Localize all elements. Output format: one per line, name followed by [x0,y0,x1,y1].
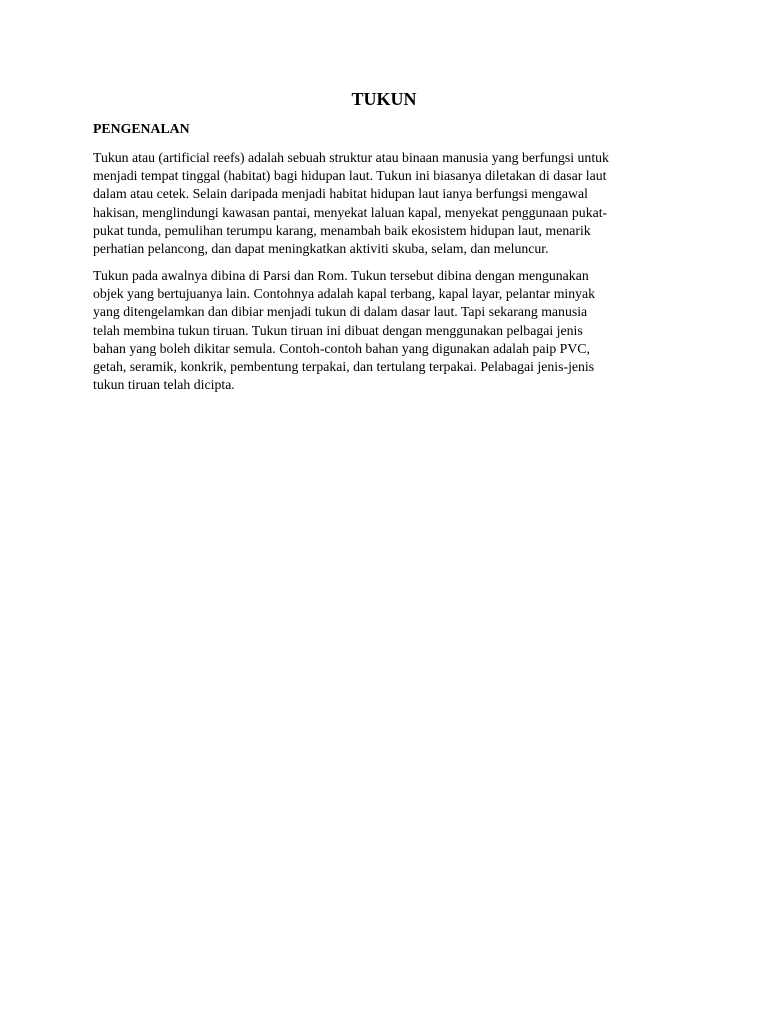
paragraph-line: hakisan, menglindungi kawasan pantai, menyekat laluan kapal, menyekat penggunaan pukat- [93,204,608,220]
paragraph-line: objek yang bertujuanya lain. Contohnya adalah kapal terbang, kapal layar, pelantar minyak [93,286,596,302]
paragraph-line: Tukun atau (artificial reefs) adalah sebuah struktur atau binaan manusia yang berfungsi untuk [93,150,609,165]
paragraph-line: tukun tiruan telah dicipta. [93,377,235,393]
paragraph-line: getah, seramik, konkrik, pembentung terpakai, dan tertulang terpakai. Pelabagai jenis-jenis [93,359,595,375]
paragraph-line: telah membina tukun tiruan. Tukun tiruan ini dibuat dengan menggunakan pelbagai jenis [93,322,583,338]
section-heading: PENGENALAN [93,121,190,136]
paragraph-line: pukat tunda, pemulihan terumpu karang, menambah baik ekosistem hidupan laut, menarik [93,222,591,238]
paragraph-line: perhatian pelancong, dan dapat meningkatkan aktiviti skuba, selam, dan meluncur. [93,241,549,257]
paragraph-line: dalam atau cetek. Selain daripada menjadi habitat hidupan laut ianya berfungsi mengawal [93,186,588,202]
paragraph-2 [93,267,693,394]
paragraph-line: menjadi tempat tinggal (habitat) bagi hidupan laut. Tukun ini biasanya diletakan di dasar laut [93,168,607,184]
paragraph-1 [93,149,693,258]
paragraph-line: Tukun pada awalnya dibina di Parsi dan Rom. Tukun tersebut dibina dengan mengunakan [93,268,589,283]
paragraph-line: yang ditengelamkan dan dibiar menjadi tukun di dalam dasar laut. Tapi sekarang manusia [93,304,588,320]
document-title: TUKUN [351,89,417,109]
paragraph-line: bahan yang boleh dikitar semula. Contoh-contoh bahan yang digunakan adalah paip PVC, [93,340,590,356]
